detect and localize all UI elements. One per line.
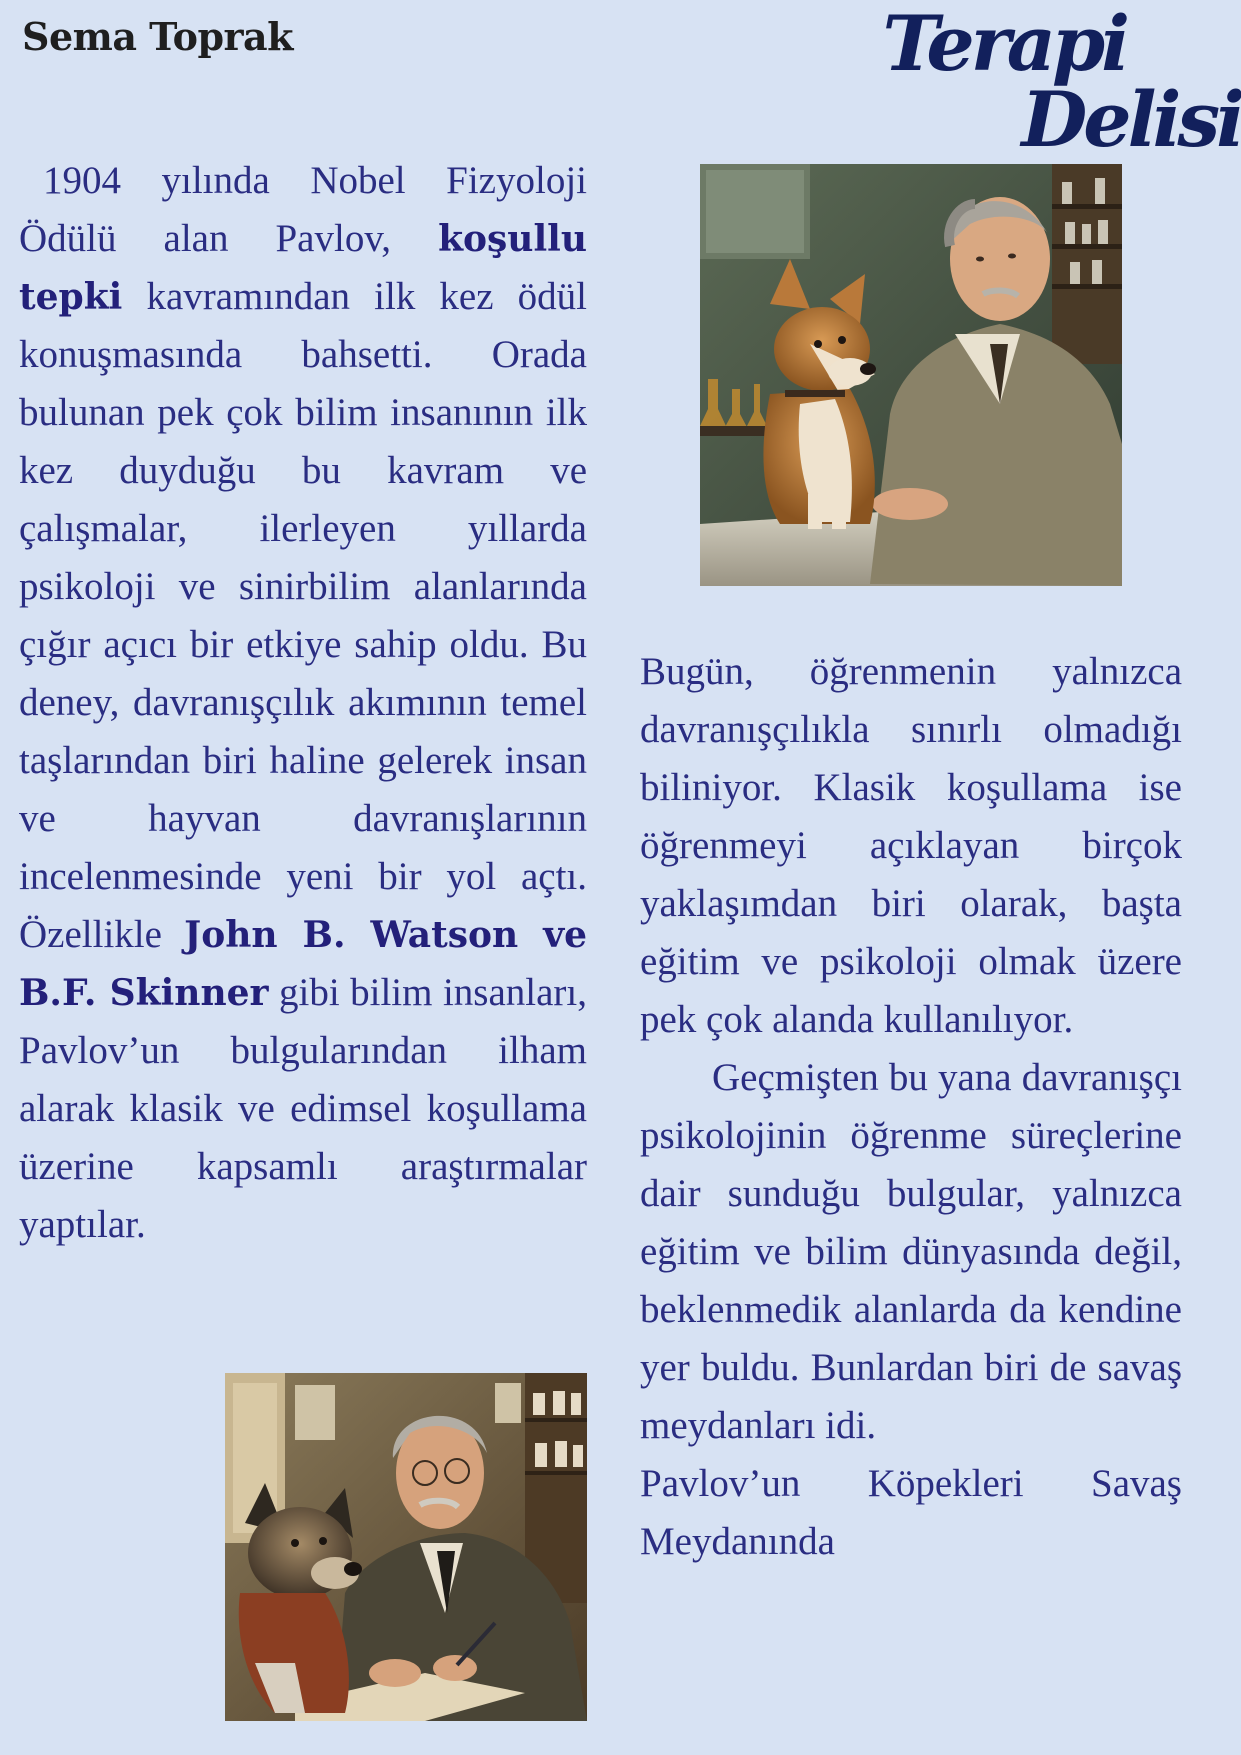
right-paragraph-2: Geçmişten bu yana davranışçı psikolojinin öğrenme süreçlerine dair sunduğu bulgular, yalnızca eğitim ve bilim dünyasında değil, beklenmedik alanlarda da kendine yer buldu. Bunlardan biri de savaş meydanları idi. bbox=[640, 1056, 1182, 1447]
left-text-1: 1904 yılında Nobel Fizyoloji Ödülü alan Pavlov, bbox=[19, 159, 587, 260]
illustration-writing-dog bbox=[225, 1373, 587, 1721]
section-subheading-line-1: Pavlov’un Köpekleri Savaş bbox=[640, 1462, 1182, 1505]
author-name: Sema Toprak bbox=[22, 14, 293, 59]
left-bold-term: koşullu tepki bbox=[19, 218, 587, 318]
logo-line-2: Delisi bbox=[1021, 75, 1241, 164]
right-paragraph-1: Bugün, öğrenmenin yalnızca davranışçılıkla sınırlı olmadığı biliniyor. Klasik koşullama ise öğrenmeyi açıklayan birçok yaklaşımdan biri olarak, başta eğitim ve psikoloji olmak üzere pek çok alanda kullanılıyor. bbox=[640, 650, 1182, 1041]
left-bold-names: John B. Watson ve B.F. Skinner bbox=[19, 914, 588, 1014]
logo-line-1: Terapi bbox=[882, 0, 1126, 88]
article-right-column bbox=[640, 643, 1182, 1571]
article-left-column bbox=[19, 152, 587, 1254]
left-text-2: kavramından ilk kez ödül konuşmasında bahsetti. Orada bulunan pek çok bilim insanının ilk kez duyduğu bu kavram ve çalışmalar, ilerleyen yıllarda psikoloji ve sinirbilim alanlarında çığır açıcı bir etkiye sahip oldu. Bu deney, davranışçılık akımının temel taşlarından biri haline gelerek insan ve hayvan davranışlarının incelenmesinde yeni bir yol açtı. Özellikle bbox=[19, 275, 587, 956]
section-subheading-line-2: Meydanında bbox=[640, 1520, 835, 1563]
left-text-3: gibi bilim insanları, Pavlov’un bulgularından ilham alarak klasik ve edimsel koşullama üzerine kapsamlı araştırmalar yaptılar. bbox=[19, 971, 587, 1246]
illustration-lab-dog bbox=[700, 164, 1122, 586]
magazine-logo bbox=[882, 0, 1241, 164]
